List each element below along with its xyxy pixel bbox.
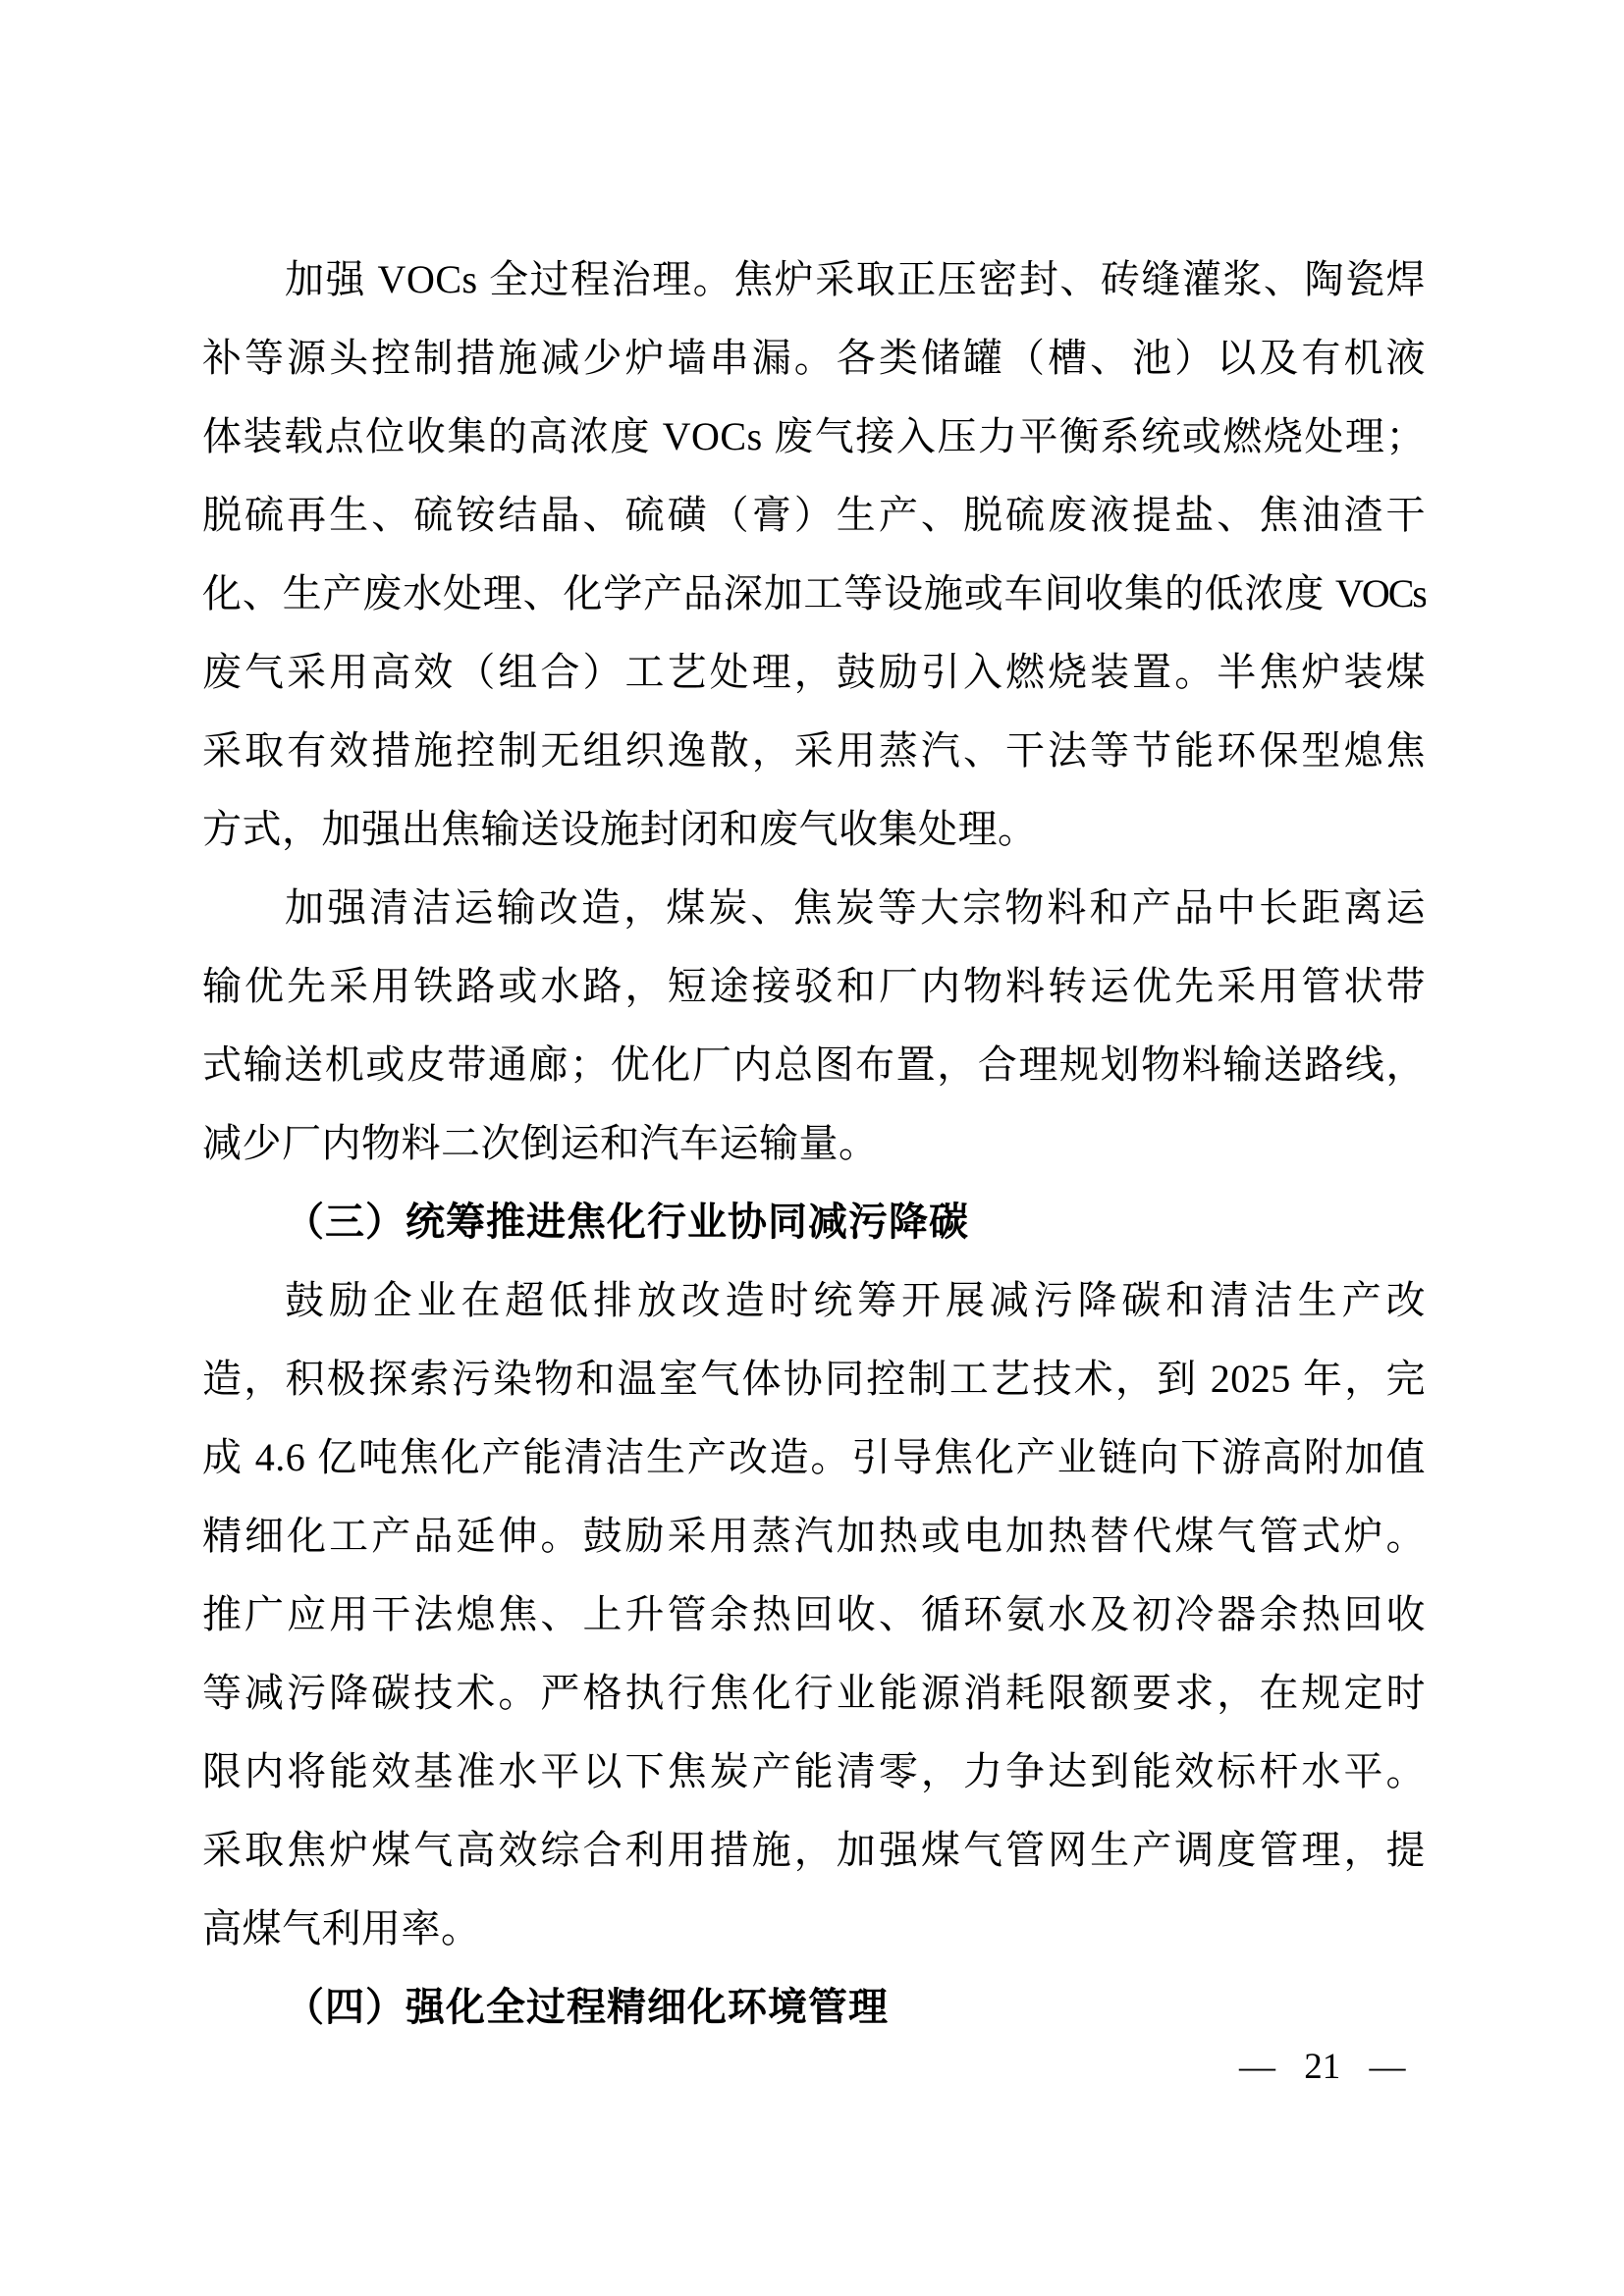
body-line: 高煤气利用率。 <box>202 1906 481 1950</box>
body-line: 限内将能效基准水平以下焦炭产能清零，力争达到能效标杆水平。 <box>202 1749 1426 1793</box>
body-line: 减少厂内物料二次倒运和汽车运输量。 <box>202 1121 879 1165</box>
body-line: 脱硫再生、硫铵结晶、硫磺（膏）生产、脱硫废液提盐、焦油渣干 <box>202 493 1426 537</box>
body-line: 造，积极探索污染物和温室气体协同控制工艺技术，到 2025 年，完 <box>202 1357 1426 1401</box>
document-body <box>202 240 1426 2047</box>
body-line: 等减污降碳技术。严格执行焦化行业能源消耗限额要求，在规定时 <box>202 1671 1426 1715</box>
body-line: 采取有效措施控制无组织逸散，采用蒸汽、干法等节能环保型熄焦 <box>202 728 1426 773</box>
body-line: 式输送机或皮带通廊；优化厂内总图布置，合理规划物料输送路线， <box>202 1042 1426 1087</box>
body-line: 方式，加强出焦输送设施封闭和废气收集处理。 <box>202 807 1038 851</box>
body-line: 体装载点位收集的高浓度 VOCs 废气接入压力平衡系统或燃烧处理； <box>202 414 1426 458</box>
body-line: 鼓励企业在超低排放改造时统筹开展减污降碳和清洁生产改 <box>285 1278 1426 1322</box>
body-line: 废气采用高效（组合）工艺处理，鼓励引入燃烧装置。半焦炉装煤 <box>202 650 1426 694</box>
body-line: 精细化工产品延伸。鼓励采用蒸汽加热或电加热替代煤气管式炉。 <box>202 1514 1426 1558</box>
section-heading-4: （四）强化全过程精细化环境管理 <box>285 1985 889 2029</box>
body-line: 输优先采用铁路或水路，短途接驳和厂内物料转运优先采用管状带 <box>202 964 1426 1008</box>
body-line: 成 4.6 亿吨焦化产能清洁生产改造。引导焦化产业链向下游高附加值 <box>202 1435 1426 1479</box>
body-line: 采取焦炉煤气高效综合利用措施，加强煤气管网生产调度管理，提 <box>202 1828 1426 1872</box>
body-line: 加强 VOCs 全过程治理。焦炉采取正压密封、砖缝灌浆、陶瓷焊 <box>285 257 1426 301</box>
body-line: 化、生产废水处理、化学产品深加工等设施或车间收集的低浓度 VOCs <box>202 571 1426 615</box>
body-line: 加强清洁运输改造，煤炭、焦炭等大宗物料和产品中长距离运 <box>285 885 1426 930</box>
body-line: 补等源头控制措施减少炉墙串漏。各类储罐（槽、池）以及有机液 <box>202 336 1426 380</box>
page-number: — 21 — <box>1239 2047 1406 2087</box>
body-line: 推广应用干法熄焦、上升管余热回收、循环氨水及初冷器余热回收 <box>202 1592 1426 1636</box>
section-heading-3: （三）统筹推进焦化行业协同减污降碳 <box>285 1200 969 1244</box>
